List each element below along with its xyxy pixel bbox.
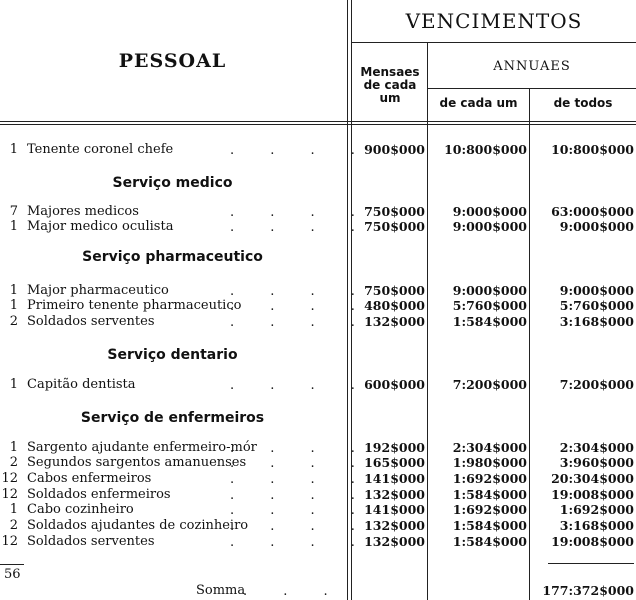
row-annual-total: 19:008$000 bbox=[551, 534, 634, 549]
row-quantity: 1 bbox=[9, 440, 18, 455]
leader-dots: . . . . bbox=[230, 299, 371, 314]
leader-dots: . . . . bbox=[230, 378, 371, 393]
row-annual-total: 7:200$000 bbox=[559, 377, 634, 392]
leader-dots: . . . . bbox=[230, 456, 371, 471]
row-annual-total: 10:800$000 bbox=[551, 142, 634, 157]
leader-dots: . . . . bbox=[230, 488, 371, 503]
row-name: Soldados serventes bbox=[27, 314, 155, 329]
row-name: Major medico oculista bbox=[27, 219, 174, 234]
row-quantity: 2 bbox=[9, 314, 18, 329]
header-rule bbox=[352, 42, 636, 43]
row-name: Capitão dentista bbox=[27, 377, 136, 392]
section-heading: Serviço de enfermeiros bbox=[80, 410, 265, 426]
row-name: Primeiro tenente pharmaceutico bbox=[27, 298, 242, 313]
page-number: 56 bbox=[4, 567, 21, 582]
header-rule bbox=[0, 124, 636, 125]
row-annual-each: 1:584$000 bbox=[452, 487, 527, 502]
row-annual-each: 1:584$000 bbox=[452, 534, 527, 549]
row-monthly: 132$000 bbox=[364, 487, 425, 502]
row-name: Cabos enfermeiros bbox=[27, 471, 152, 486]
row-annual-total: 1:692$000 bbox=[559, 502, 634, 517]
row-quantity: 12 bbox=[1, 534, 18, 549]
row-monthly: 750$000 bbox=[364, 204, 425, 219]
pessoal-heading: PESSOAL bbox=[118, 50, 227, 72]
row-monthly: 750$000 bbox=[364, 283, 425, 298]
row-annual-each: 1:584$000 bbox=[452, 314, 527, 329]
mensaes-heading: Mensaes de cada um bbox=[360, 65, 420, 105]
row-annual-each: 9:000$000 bbox=[452, 283, 527, 298]
total-rule bbox=[548, 563, 634, 564]
row-annual-each: 7:200$000 bbox=[452, 377, 527, 392]
leader-dots: . . . . bbox=[230, 315, 371, 330]
row-annual-total: 2:304$000 bbox=[559, 440, 634, 455]
row-annual-each: 9:000$000 bbox=[452, 219, 527, 234]
row-monthly: 600$000 bbox=[364, 377, 425, 392]
row-name: Soldados serventes bbox=[27, 534, 155, 549]
row-monthly: 141$000 bbox=[364, 471, 425, 486]
row-monthly: 132$000 bbox=[364, 518, 425, 533]
row-quantity: 1 bbox=[9, 142, 18, 157]
leader-dots: . . . . bbox=[230, 535, 371, 550]
row-quantity: 1 bbox=[9, 298, 18, 313]
row-annual-total: 9:000$000 bbox=[559, 219, 634, 234]
row-quantity: 12 bbox=[1, 487, 18, 502]
document-page: PESSOAL VENCIMENTOS Mensaes de cada um ANNUAES de cada um de todos 1 Tenente coronel chefe . . . . 900$000 10:800$000 10:800$000 Serviço medico 7 Majores medicos . . . . 750$000 9:000$000 63:000$000 1 Major medico oculista . . . . 750$000 9:000$000 9:000$000 Serviço pharmaceutico 1 Major pharmaceutico . . . . 750$000 9:000$000 9:000$000 1 Primeiro tenente pharmaceutico . . . . 480$000 5:760$000 5:760$000 2 Soldados serventes . . . . 132$000 1:584$000 3:168$000 Serviço dentario 1 Capitão dentista . . . . 600$000 7:200$000 7:200$000 Serviço de enfermeiros 1 Sargento ajudante enfermeiro-mór . . . . 192$000 2:304$000 2:304$000 2 Segundos sargentos amanuenses . . . . 165$000 1:980$000 3:960$000 12 Cabos enfermeiros . . . . 141$000 1:692$000 20:304$000 12 Soldados enfermeiros . . . . 132$000 1:584$000 19:008$000 1 Cabo cozinheiro . . . . 141$000 1:692$000 1:692$000 2 Soldados ajudantes de cozinheiro . . . . 132$000 1:584$000 3:168$000 12 Soldados serventes . . . . 132$000 1:584$000 19:008$000 56 Somma . . . 177:372$000 bbox=[0, 0, 636, 600]
row-annual-total: 3:960$000 bbox=[559, 455, 634, 470]
leader-dots: . . . . bbox=[230, 441, 371, 456]
leader-dots: . . . . bbox=[230, 503, 371, 518]
row-annual-each: 1:584$000 bbox=[452, 518, 527, 533]
somma-total: 177:372$000 bbox=[542, 583, 634, 598]
row-monthly: 192$000 bbox=[364, 440, 425, 455]
row-annual-total: 5:760$000 bbox=[559, 298, 634, 313]
row-annual-each: 2:304$000 bbox=[452, 440, 527, 455]
row-monthly: 900$000 bbox=[364, 142, 425, 157]
row-name: Major pharmaceutico bbox=[27, 283, 169, 298]
row-monthly: 132$000 bbox=[364, 534, 425, 549]
header-rule bbox=[428, 88, 636, 89]
row-name: Majores medicos bbox=[27, 204, 139, 219]
leader-dots: . . . . bbox=[230, 143, 371, 158]
row-annual-total: 9:000$000 bbox=[559, 283, 634, 298]
row-annual-each: 10:800$000 bbox=[444, 142, 527, 157]
section-heading: Serviço medico bbox=[112, 175, 233, 191]
row-monthly: 480$000 bbox=[364, 298, 425, 313]
row-name: Cabo cozinheiro bbox=[27, 502, 134, 517]
row-quantity: 2 bbox=[9, 455, 18, 470]
row-quantity: 1 bbox=[9, 283, 18, 298]
somma-label: Somma bbox=[196, 583, 246, 598]
row-annual-each: 9:000$000 bbox=[452, 204, 527, 219]
row-annual-each: 1:692$000 bbox=[452, 502, 527, 517]
row-name: Soldados enfermeiros bbox=[27, 487, 171, 502]
section-heading: Serviço dentario bbox=[107, 347, 238, 363]
row-monthly: 750$000 bbox=[364, 219, 425, 234]
de-todos-heading: de todos bbox=[553, 96, 613, 110]
header-rule bbox=[0, 121, 636, 122]
row-annual-each: 5:760$000 bbox=[452, 298, 527, 313]
row-annual-total: 3:168$000 bbox=[559, 314, 634, 329]
leader-dots: . . . . bbox=[230, 205, 371, 220]
row-quantity: 1 bbox=[9, 377, 18, 392]
vencimentos-heading: VENCIMENTOS bbox=[405, 9, 583, 33]
row-name: Soldados ajudantes de cozinheiro bbox=[27, 518, 249, 533]
row-quantity: 1 bbox=[9, 502, 18, 517]
row-quantity: 7 bbox=[9, 204, 18, 219]
row-quantity: 2 bbox=[9, 518, 18, 533]
row-monthly: 141$000 bbox=[364, 502, 425, 517]
de-cada-um-heading: de cada um bbox=[439, 96, 518, 110]
row-name: Segundos sargentos amanuenses bbox=[27, 455, 247, 470]
row-quantity: 12 bbox=[1, 471, 18, 486]
column-rule bbox=[529, 88, 530, 600]
leader-dots: . . . . bbox=[230, 472, 371, 487]
row-annual-total: 3:168$000 bbox=[559, 518, 634, 533]
row-annual-each: 1:692$000 bbox=[452, 471, 527, 486]
leader-dots: . . . . bbox=[230, 284, 371, 299]
row-annual-total: 63:000$000 bbox=[551, 204, 634, 219]
column-rule bbox=[427, 42, 428, 600]
row-annual-total: 20:304$000 bbox=[551, 471, 634, 486]
row-monthly: 165$000 bbox=[364, 455, 425, 470]
annuaes-heading: ANNUAES bbox=[493, 59, 571, 74]
footnote-rule bbox=[0, 564, 24, 565]
row-name: Tenente coronel chefe bbox=[27, 142, 174, 157]
leader-dots: . . . . bbox=[230, 519, 371, 534]
row-annual-each: 1:980$000 bbox=[452, 455, 527, 470]
row-name: Sargento ajudante enfermeiro-mór bbox=[27, 440, 257, 455]
section-heading: Serviço pharmaceutico bbox=[82, 249, 263, 265]
row-quantity: 1 bbox=[9, 219, 18, 234]
row-monthly: 132$000 bbox=[364, 314, 425, 329]
row-annual-total: 19:008$000 bbox=[551, 487, 634, 502]
leader-dots: . . . . bbox=[230, 220, 371, 235]
